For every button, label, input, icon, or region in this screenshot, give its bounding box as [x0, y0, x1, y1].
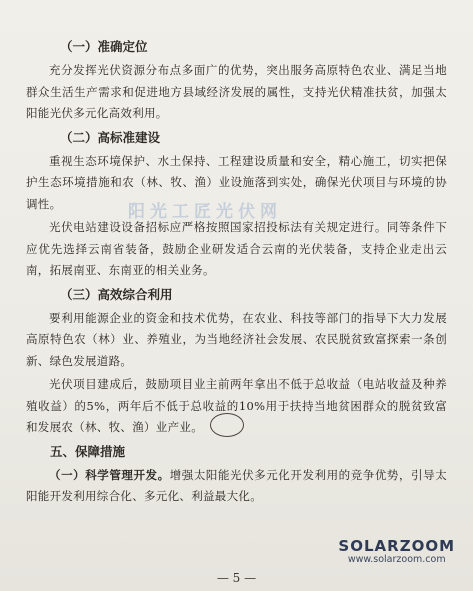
section-heading-utilization: （三）高效综合利用 — [60, 286, 173, 302]
page-number: — 5 — — [216, 571, 257, 585]
inline-heading-management: （一）科学管理开发。 — [49, 467, 170, 482]
section-heading-positioning: （一）准确定位 — [60, 39, 148, 54]
handwritten-circle-annotation — [210, 413, 244, 437]
paragraph-management — [26, 465, 447, 508]
paragraph-positioning: 充分发挥光伏资源分布点多面广的优势，突出服务高原特色农业、满足当地群众生活生产需求和促进地方县域经济发展的属性，支持光伏精准扶贫，加强太阳能光伏多元化高效利用。 — [26, 63, 447, 120]
section-heading-construction: （二）高标准建设 — [60, 129, 161, 145]
section-heading-safeguards: 五、保障措施 — [50, 443, 126, 459]
paragraph-ecology: 重视生态环境保护、水土保持、工程建设质量和安全，精心施工，切实把保护生态环境措施和农（林、牧、渔）业设施落到实处，确保光伏项目与环境的协调性。 — [26, 153, 447, 211]
paragraph-agriculture: 要利用能源企业的资金和技术优势，在农业、科技等部门的指导下大力发展高原特色农（林）业、养殖业，为当地经济社会发展、农民脱贫致富探索一条创新、绿色发展道路。 — [26, 310, 447, 368]
paragraph-procurement: 光伏电站建设设备招标应严格按照国家招投标法有关规定进行。同等条件下应优先选择云南省装备，鼓励企业研发适合云南的光伏装备，支持企业走出云南，拓展南亚、东南亚的相关业务。 — [26, 220, 447, 277]
logo-text: SOLARZOOM — [338, 537, 455, 555]
watermark: 阳光工匠光伏网 — [128, 202, 282, 222]
logo-url: www.solarzoom.com — [347, 554, 446, 565]
management-text: 增强太阳能光伏多元化开发利用的竞争优势，引导太阳能开发利用综合化、多元化、利益最大化。 — [26, 467, 447, 503]
paragraph-revenue-share: 光伏项目建成后，鼓励项目业主前两年拿出不低于总收益（电站收益及种养殖收益）的5%，两年后不低于总收益的10%用于扶持当地贫困群众的脱贫致富和发展农（林、牧、渔）业产业。 — [26, 377, 447, 434]
solarzoom-logo — [338, 537, 455, 565]
